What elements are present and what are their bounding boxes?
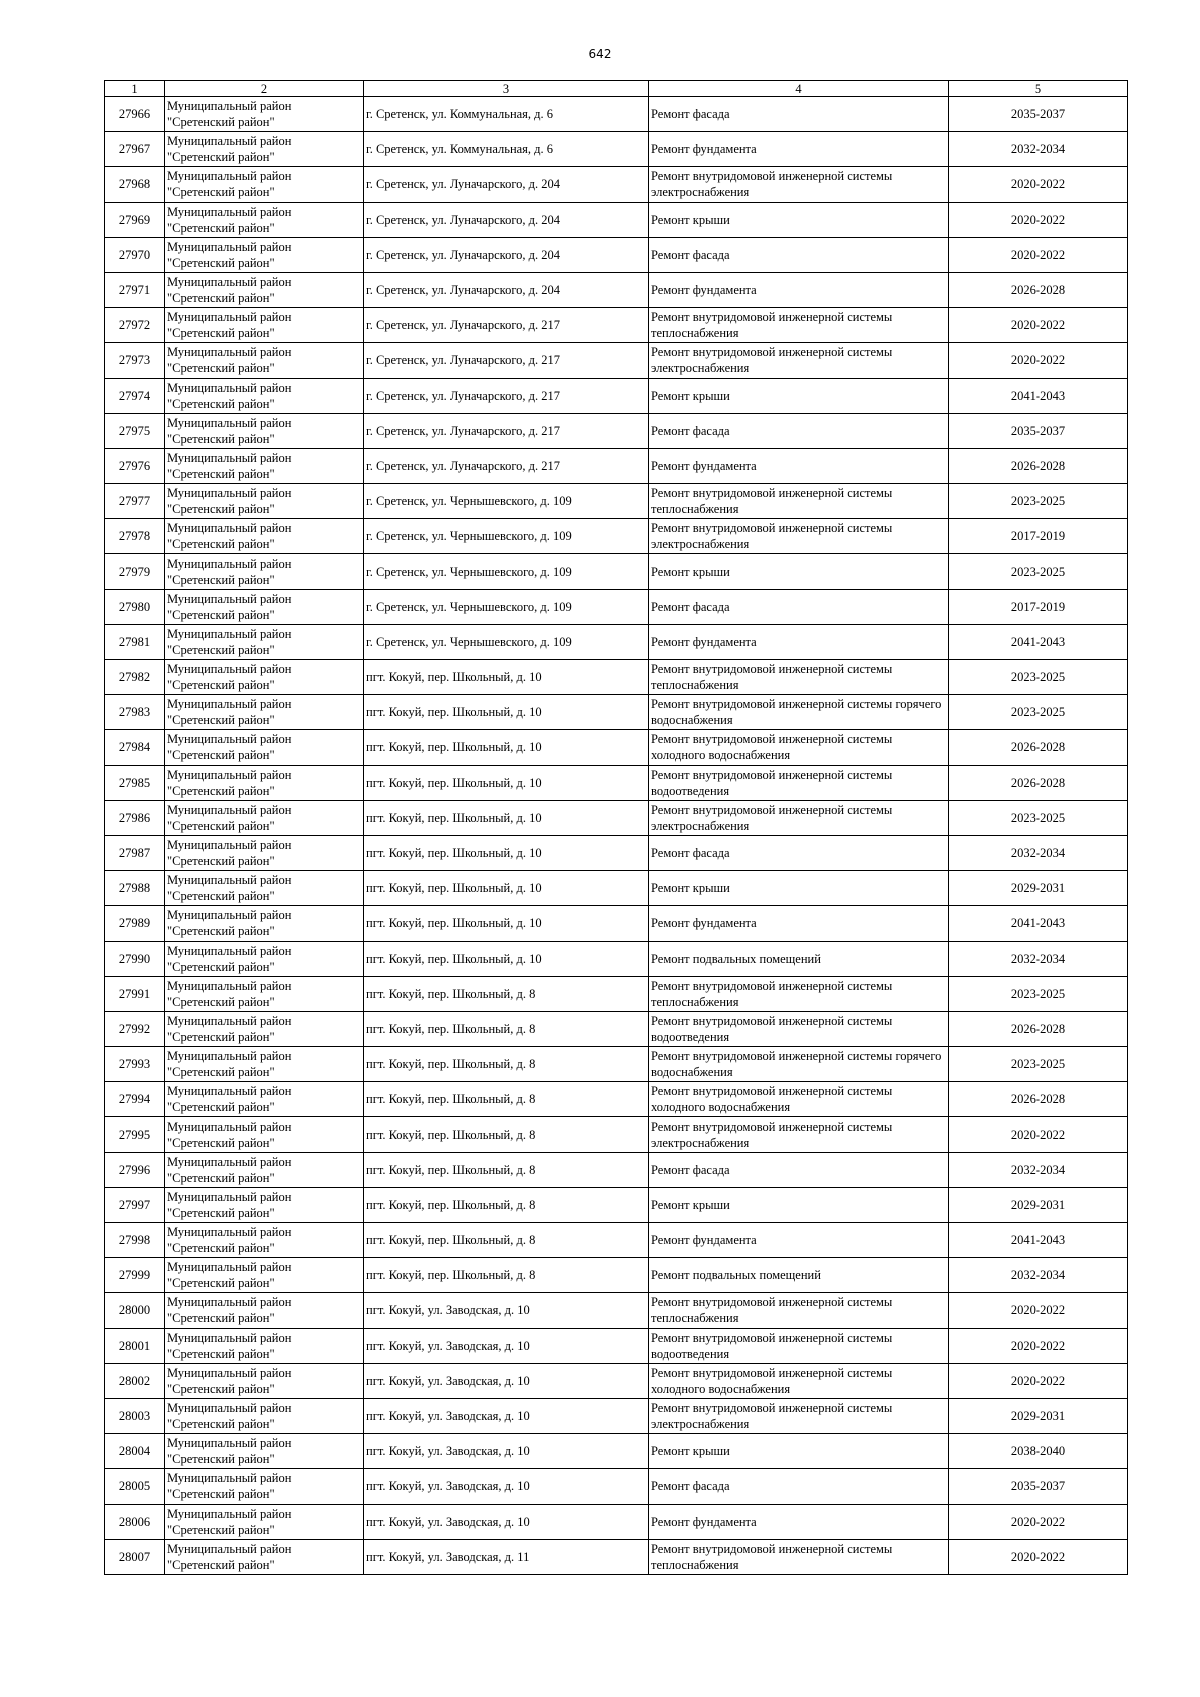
- municipality-cell: Муниципальный район "Сретенский район": [165, 589, 364, 624]
- address-cell: г. Сретенск, ул. Коммунальная, д. 6: [364, 97, 649, 132]
- address-cell: пгт. Кокуй, пер. Школьный, д. 8: [364, 1187, 649, 1222]
- table-row: [105, 202, 1128, 237]
- municipality-cell: Муниципальный район "Сретенский район": [165, 554, 364, 589]
- municipality-cell: Муниципальный район "Сретенский район": [165, 1082, 364, 1117]
- work-type-cell: Ремонт подвальных помещений: [649, 1258, 949, 1293]
- address-cell: пгт. Кокуй, пер. Школьный, д. 10: [364, 730, 649, 765]
- table-row: [105, 1011, 1128, 1046]
- municipality-cell: Муниципальный район "Сретенский район": [165, 97, 364, 132]
- municipality-cell: Муниципальный район "Сретенский район": [165, 1469, 364, 1504]
- row-number-cell: 27971: [105, 272, 165, 307]
- period-cell: 2023-2025: [949, 1047, 1128, 1082]
- address-cell: г. Сретенск, ул. Луначарского, д. 204: [364, 167, 649, 202]
- work-type-cell: Ремонт крыши: [649, 1187, 949, 1222]
- address-cell: г. Сретенск, ул. Луначарского, д. 217: [364, 448, 649, 483]
- table-row: [105, 1293, 1128, 1328]
- table-row: [105, 1152, 1128, 1187]
- row-number-cell: 27991: [105, 976, 165, 1011]
- work-type-cell: Ремонт фасада: [649, 97, 949, 132]
- work-type-cell: Ремонт внутридомовой инженерной системы электроснабжения: [649, 167, 949, 202]
- row-number-cell: 27978: [105, 519, 165, 554]
- work-type-cell: Ремонт фасада: [649, 237, 949, 272]
- period-cell: 2026-2028: [949, 272, 1128, 307]
- row-number-cell: 28001: [105, 1328, 165, 1363]
- municipality-cell: Муниципальный район "Сретенский район": [165, 343, 364, 378]
- municipality-cell: Муниципальный район "Сретенский район": [165, 1293, 364, 1328]
- municipality-cell: Муниципальный район "Сретенский район": [165, 272, 364, 307]
- row-number-cell: 27975: [105, 413, 165, 448]
- row-number-cell: 27980: [105, 589, 165, 624]
- period-cell: 2035-2037: [949, 97, 1128, 132]
- work-type-cell: Ремонт внутридомовой инженерной системы электроснабжения: [649, 1117, 949, 1152]
- work-type-cell: Ремонт внутридомовой инженерной системы электроснабжения: [649, 1398, 949, 1433]
- period-cell: 2020-2022: [949, 202, 1128, 237]
- municipality-cell: Муниципальный район "Сретенский район": [165, 1047, 364, 1082]
- column-header-5: 5: [949, 81, 1128, 97]
- row-number-cell: 27989: [105, 906, 165, 941]
- period-cell: 2041-2043: [949, 906, 1128, 941]
- work-type-cell: Ремонт внутридомовой инженерной системы теплоснабжения: [649, 1293, 949, 1328]
- municipality-cell: Муниципальный район "Сретенский район": [165, 308, 364, 343]
- table-row: [105, 378, 1128, 413]
- work-type-cell: Ремонт фундамента: [649, 272, 949, 307]
- work-type-cell: Ремонт внутридомовой инженерной системы теплоснабжения: [649, 308, 949, 343]
- municipality-cell: Муниципальный район "Сретенский район": [165, 1187, 364, 1222]
- municipality-cell: Муниципальный район "Сретенский район": [165, 378, 364, 413]
- period-cell: 2032-2034: [949, 941, 1128, 976]
- table-row: [105, 272, 1128, 307]
- row-number-cell: 27997: [105, 1187, 165, 1222]
- period-cell: 2026-2028: [949, 448, 1128, 483]
- period-cell: 2041-2043: [949, 624, 1128, 659]
- period-cell: 2035-2037: [949, 1469, 1128, 1504]
- address-cell: пгт. Кокуй, пер. Школьный, д. 8: [364, 1258, 649, 1293]
- period-cell: 2032-2034: [949, 132, 1128, 167]
- municipality-cell: Муниципальный район "Сретенский район": [165, 237, 364, 272]
- row-number-cell: 27985: [105, 765, 165, 800]
- period-cell: 2017-2019: [949, 589, 1128, 624]
- address-cell: пгт. Кокуй, пер. Школьный, д. 8: [364, 1082, 649, 1117]
- municipality-cell: Муниципальный район "Сретенский район": [165, 202, 364, 237]
- row-number-cell: 27966: [105, 97, 165, 132]
- table-row: [105, 1223, 1128, 1258]
- row-number-cell: 27969: [105, 202, 165, 237]
- row-number-cell: 27972: [105, 308, 165, 343]
- table-row: [105, 835, 1128, 870]
- table-row: [105, 167, 1128, 202]
- address-cell: пгт. Кокуй, ул. Заводская, д. 10: [364, 1504, 649, 1539]
- work-type-cell: Ремонт внутридомовой инженерной системы холодного водоснабжения: [649, 730, 949, 765]
- work-type-cell: Ремонт внутридомовой инженерной системы горячего водоснабжения: [649, 695, 949, 730]
- row-number-cell: 27974: [105, 378, 165, 413]
- municipality-cell: Муниципальный район "Сретенский район": [165, 1117, 364, 1152]
- municipality-cell: Муниципальный район "Сретенский район": [165, 1398, 364, 1433]
- period-cell: 2023-2025: [949, 660, 1128, 695]
- period-cell: 2041-2043: [949, 1223, 1128, 1258]
- table-row: [105, 1469, 1128, 1504]
- work-type-cell: Ремонт внутридомовой инженерной системы электроснабжения: [649, 800, 949, 835]
- work-type-cell: Ремонт фасада: [649, 835, 949, 870]
- table-row: [105, 589, 1128, 624]
- table-row: [105, 871, 1128, 906]
- table-row: [105, 660, 1128, 695]
- table-row: [105, 1398, 1128, 1433]
- work-type-cell: Ремонт внутридомовой инженерной системы водоотведения: [649, 1328, 949, 1363]
- period-cell: 2023-2025: [949, 484, 1128, 519]
- period-cell: 2020-2022: [949, 1363, 1128, 1398]
- table-row: [105, 132, 1128, 167]
- work-type-cell: Ремонт внутридомовой инженерной системы водоотведения: [649, 765, 949, 800]
- municipality-cell: Муниципальный район "Сретенский район": [165, 448, 364, 483]
- address-cell: пгт. Кокуй, пер. Школьный, д. 10: [364, 941, 649, 976]
- period-cell: 2020-2022: [949, 343, 1128, 378]
- period-cell: 2029-2031: [949, 1187, 1128, 1222]
- municipality-cell: Муниципальный район "Сретенский район": [165, 167, 364, 202]
- municipality-cell: Муниципальный район "Сретенский район": [165, 765, 364, 800]
- period-cell: 2035-2037: [949, 413, 1128, 448]
- period-cell: 2020-2022: [949, 237, 1128, 272]
- work-type-cell: Ремонт фундамента: [649, 906, 949, 941]
- address-cell: г. Сретенск, ул. Чернышевского, д. 109: [364, 484, 649, 519]
- work-type-cell: Ремонт крыши: [649, 871, 949, 906]
- address-cell: пгт. Кокуй, ул. Заводская, д. 10: [364, 1469, 649, 1504]
- table-row: [105, 484, 1128, 519]
- municipality-cell: Муниципальный район "Сретенский район": [165, 1258, 364, 1293]
- work-type-cell: Ремонт внутридомовой инженерной системы теплоснабжения: [649, 1539, 949, 1574]
- table-row: [105, 730, 1128, 765]
- address-cell: г. Сретенск, ул. Чернышевского, д. 109: [364, 554, 649, 589]
- address-cell: г. Сретенск, ул. Чернышевского, д. 109: [364, 519, 649, 554]
- address-cell: пгт. Кокуй, пер. Школьный, д. 10: [364, 695, 649, 730]
- work-type-cell: Ремонт подвальных помещений: [649, 941, 949, 976]
- address-cell: пгт. Кокуй, пер. Школьный, д. 8: [364, 1047, 649, 1082]
- work-type-cell: Ремонт фасада: [649, 1152, 949, 1187]
- table-row: [105, 519, 1128, 554]
- table-row: [105, 624, 1128, 659]
- period-cell: 2023-2025: [949, 554, 1128, 589]
- work-type-cell: Ремонт внутридомовой инженерной системы электроснабжения: [649, 343, 949, 378]
- table-row: [105, 1363, 1128, 1398]
- period-cell: 2026-2028: [949, 1082, 1128, 1117]
- row-number-cell: 27990: [105, 941, 165, 976]
- municipality-cell: Муниципальный район "Сретенский район": [165, 413, 364, 448]
- address-cell: г. Сретенск, ул. Чернышевского, д. 109: [364, 624, 649, 659]
- table-row: [105, 1047, 1128, 1082]
- municipality-cell: Муниципальный район "Сретенский район": [165, 730, 364, 765]
- period-cell: 2020-2022: [949, 1504, 1128, 1539]
- municipality-cell: Муниципальный район "Сретенский район": [165, 800, 364, 835]
- work-type-cell: Ремонт внутридомовой инженерной системы электроснабжения: [649, 519, 949, 554]
- column-header-3: 3: [364, 81, 649, 97]
- table-row: [105, 695, 1128, 730]
- table-body: [105, 97, 1128, 1575]
- work-type-cell: Ремонт фасада: [649, 413, 949, 448]
- work-type-cell: Ремонт внутридомовой инженерной системы холодного водоснабжения: [649, 1363, 949, 1398]
- repair-schedule-table: [104, 80, 1128, 1575]
- work-type-cell: Ремонт фундамента: [649, 624, 949, 659]
- work-type-cell: Ремонт фундамента: [649, 448, 949, 483]
- table-row: [105, 413, 1128, 448]
- period-cell: 2020-2022: [949, 1328, 1128, 1363]
- work-type-cell: Ремонт фасада: [649, 589, 949, 624]
- address-cell: г. Сретенск, ул. Луначарского, д. 217: [364, 308, 649, 343]
- table-row: [105, 906, 1128, 941]
- period-cell: 2026-2028: [949, 765, 1128, 800]
- row-number-cell: 27968: [105, 167, 165, 202]
- column-header-4: 4: [649, 81, 949, 97]
- work-type-cell: Ремонт крыши: [649, 1434, 949, 1469]
- address-cell: пгт. Кокуй, пер. Школьный, д. 8: [364, 1152, 649, 1187]
- row-number-cell: 28006: [105, 1504, 165, 1539]
- row-number-cell: 27981: [105, 624, 165, 659]
- table-row: [105, 1328, 1128, 1363]
- work-type-cell: Ремонт фасада: [649, 1469, 949, 1504]
- address-cell: г. Сретенск, ул. Луначарского, д. 217: [364, 413, 649, 448]
- column-header-1: 1: [105, 81, 165, 97]
- row-number-cell: 28007: [105, 1539, 165, 1574]
- period-cell: 2032-2034: [949, 1152, 1128, 1187]
- table-row: [105, 97, 1128, 132]
- work-type-cell: Ремонт внутридомовой инженерной системы холодного водоснабжения: [649, 1082, 949, 1117]
- row-number-cell: 27979: [105, 554, 165, 589]
- table-row: [105, 1434, 1128, 1469]
- address-cell: г. Сретенск, ул. Луначарского, д. 217: [364, 378, 649, 413]
- address-cell: пгт. Кокуй, пер. Школьный, д. 10: [364, 660, 649, 695]
- row-number-cell: 27976: [105, 448, 165, 483]
- period-cell: 2020-2022: [949, 167, 1128, 202]
- table-row: [105, 765, 1128, 800]
- table-row: [105, 308, 1128, 343]
- period-cell: 2041-2043: [949, 378, 1128, 413]
- address-cell: пгт. Кокуй, пер. Школьный, д. 10: [364, 835, 649, 870]
- municipality-cell: Муниципальный район "Сретенский район": [165, 906, 364, 941]
- period-cell: 2038-2040: [949, 1434, 1128, 1469]
- municipality-cell: Муниципальный район "Сретенский район": [165, 1223, 364, 1258]
- row-number-cell: 28002: [105, 1363, 165, 1398]
- row-number-cell: 28003: [105, 1398, 165, 1433]
- work-type-cell: Ремонт крыши: [649, 202, 949, 237]
- work-type-cell: Ремонт внутридомовой инженерной системы теплоснабжения: [649, 660, 949, 695]
- table-row: [105, 1258, 1128, 1293]
- table-row: [105, 976, 1128, 1011]
- table-row: [105, 448, 1128, 483]
- row-number-cell: 27986: [105, 800, 165, 835]
- address-cell: пгт. Кокуй, пер. Школьный, д. 8: [364, 1117, 649, 1152]
- table-row: [105, 941, 1128, 976]
- municipality-cell: Муниципальный район "Сретенский район": [165, 1328, 364, 1363]
- municipality-cell: Муниципальный район "Сретенский район": [165, 660, 364, 695]
- work-type-cell: Ремонт фундамента: [649, 132, 949, 167]
- municipality-cell: Муниципальный район "Сретенский район": [165, 941, 364, 976]
- row-number-cell: 27967: [105, 132, 165, 167]
- row-number-cell: 27992: [105, 1011, 165, 1046]
- work-type-cell: Ремонт крыши: [649, 378, 949, 413]
- table-header: [105, 81, 1128, 97]
- row-number-cell: 28000: [105, 1293, 165, 1328]
- municipality-cell: Муниципальный район "Сретенский район": [165, 1363, 364, 1398]
- address-cell: пгт. Кокуй, пер. Школьный, д. 10: [364, 765, 649, 800]
- row-number-cell: 27977: [105, 484, 165, 519]
- municipality-cell: Муниципальный район "Сретенский район": [165, 835, 364, 870]
- address-cell: пгт. Кокуй, пер. Школьный, д. 10: [364, 800, 649, 835]
- period-cell: 2032-2034: [949, 835, 1128, 870]
- row-number-cell: 27987: [105, 835, 165, 870]
- period-cell: 2023-2025: [949, 976, 1128, 1011]
- municipality-cell: Муниципальный район "Сретенский район": [165, 871, 364, 906]
- address-cell: пгт. Кокуй, ул. Заводская, д. 11: [364, 1539, 649, 1574]
- row-number-cell: 27988: [105, 871, 165, 906]
- period-cell: 2029-2031: [949, 1398, 1128, 1433]
- row-number-cell: 27994: [105, 1082, 165, 1117]
- address-cell: пгт. Кокуй, пер. Школьный, д. 8: [364, 1223, 649, 1258]
- table-row: [105, 1082, 1128, 1117]
- address-cell: г. Сретенск, ул. Луначарского, д. 204: [364, 202, 649, 237]
- row-number-cell: 27982: [105, 660, 165, 695]
- row-number-cell: 27996: [105, 1152, 165, 1187]
- work-type-cell: Ремонт внутридомовой инженерной системы теплоснабжения: [649, 976, 949, 1011]
- address-cell: пгт. Кокуй, ул. Заводская, д. 10: [364, 1293, 649, 1328]
- address-cell: пгт. Кокуй, пер. Школьный, д. 8: [364, 1011, 649, 1046]
- work-type-cell: Ремонт внутридомовой инженерной системы водоотведения: [649, 1011, 949, 1046]
- work-type-cell: Ремонт внутридомовой инженерной системы горячего водоснабжения: [649, 1047, 949, 1082]
- address-cell: г. Сретенск, ул. Луначарского, д. 204: [364, 272, 649, 307]
- municipality-cell: Муниципальный район "Сретенский район": [165, 1539, 364, 1574]
- municipality-cell: Муниципальный район "Сретенский район": [165, 1504, 364, 1539]
- row-number-cell: 27973: [105, 343, 165, 378]
- table-row: [105, 1504, 1128, 1539]
- work-type-cell: Ремонт внутридомовой инженерной системы теплоснабжения: [649, 484, 949, 519]
- address-cell: пгт. Кокуй, ул. Заводская, д. 10: [364, 1398, 649, 1433]
- municipality-cell: Муниципальный район "Сретенский район": [165, 695, 364, 730]
- period-cell: 2020-2022: [949, 1539, 1128, 1574]
- municipality-cell: Муниципальный район "Сретенский район": [165, 1011, 364, 1046]
- address-cell: г. Сретенск, ул. Коммунальная, д. 6: [364, 132, 649, 167]
- period-cell: 2020-2022: [949, 1293, 1128, 1328]
- table-row: [105, 800, 1128, 835]
- municipality-cell: Муниципальный район "Сретенский район": [165, 1434, 364, 1469]
- column-header-2: 2: [165, 81, 364, 97]
- row-number-cell: 27995: [105, 1117, 165, 1152]
- period-cell: 2023-2025: [949, 800, 1128, 835]
- address-cell: пгт. Кокуй, пер. Школьный, д. 8: [364, 976, 649, 1011]
- row-number-cell: 27983: [105, 695, 165, 730]
- period-cell: 2017-2019: [949, 519, 1128, 554]
- table-row: [105, 1187, 1128, 1222]
- period-cell: 2020-2022: [949, 308, 1128, 343]
- row-number-cell: 27970: [105, 237, 165, 272]
- table-row: [105, 1117, 1128, 1152]
- row-number-cell: 27984: [105, 730, 165, 765]
- page-number: 642: [588, 47, 612, 61]
- municipality-cell: Муниципальный район "Сретенский район": [165, 132, 364, 167]
- row-number-cell: 28004: [105, 1434, 165, 1469]
- table-row: [105, 1539, 1128, 1574]
- row-number-cell: 27993: [105, 1047, 165, 1082]
- address-cell: пгт. Кокуй, ул. Заводская, д. 10: [364, 1363, 649, 1398]
- period-cell: 2020-2022: [949, 1117, 1128, 1152]
- period-cell: 2026-2028: [949, 730, 1128, 765]
- period-cell: 2026-2028: [949, 1011, 1128, 1046]
- work-type-cell: Ремонт крыши: [649, 554, 949, 589]
- work-type-cell: Ремонт фундамента: [649, 1504, 949, 1539]
- work-type-cell: Ремонт фундамента: [649, 1223, 949, 1258]
- table-row: [105, 554, 1128, 589]
- row-number-cell: 27999: [105, 1258, 165, 1293]
- period-cell: 2029-2031: [949, 871, 1128, 906]
- address-cell: пгт. Кокуй, пер. Школьный, д. 10: [364, 871, 649, 906]
- address-cell: пгт. Кокуй, ул. Заводская, д. 10: [364, 1434, 649, 1469]
- table-row: [105, 237, 1128, 272]
- municipality-cell: Муниципальный район "Сретенский район": [165, 624, 364, 659]
- period-cell: 2023-2025: [949, 695, 1128, 730]
- municipality-cell: Муниципальный район "Сретенский район": [165, 976, 364, 1011]
- header-row: [105, 81, 1128, 97]
- row-number-cell: 28005: [105, 1469, 165, 1504]
- table-row: [105, 343, 1128, 378]
- address-cell: г. Сретенск, ул. Луначарского, д. 217: [364, 343, 649, 378]
- address-cell: пгт. Кокуй, пер. Школьный, д. 10: [364, 906, 649, 941]
- address-cell: пгт. Кокуй, ул. Заводская, д. 10: [364, 1328, 649, 1363]
- address-cell: г. Сретенск, ул. Чернышевского, д. 109: [364, 589, 649, 624]
- municipality-cell: Муниципальный район "Сретенский район": [165, 1152, 364, 1187]
- municipality-cell: Муниципальный район "Сретенский район": [165, 519, 364, 554]
- period-cell: 2032-2034: [949, 1258, 1128, 1293]
- address-cell: г. Сретенск, ул. Луначарского, д. 204: [364, 237, 649, 272]
- row-number-cell: 27998: [105, 1223, 165, 1258]
- municipality-cell: Муниципальный район "Сретенский район": [165, 484, 364, 519]
